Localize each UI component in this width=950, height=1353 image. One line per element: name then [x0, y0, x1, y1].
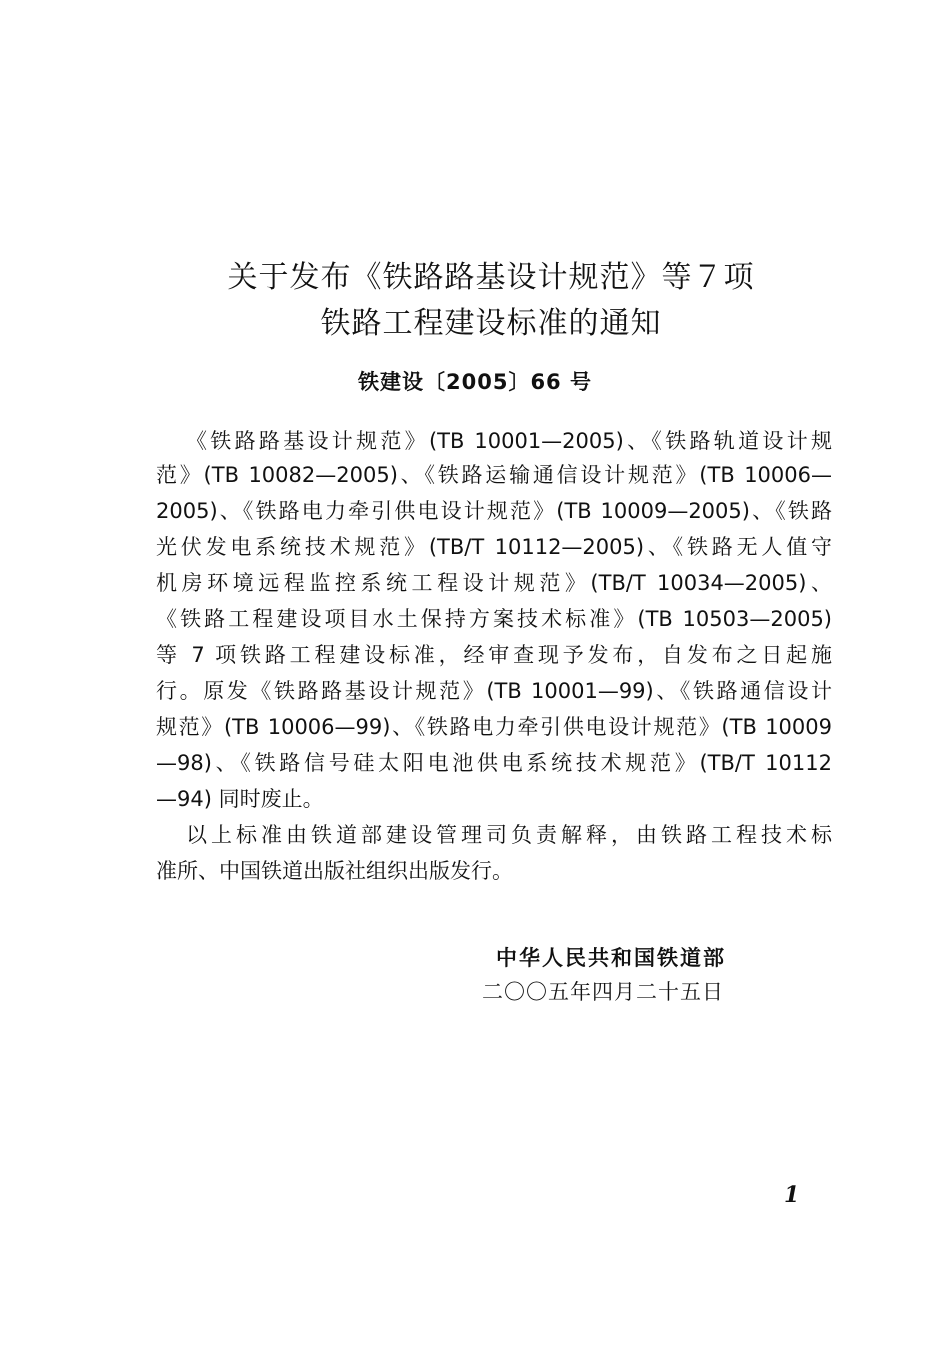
document-title-line-1: 关于发布《铁路路基设计规范》等７项 — [227, 260, 755, 295]
paragraph-line: 《铁路工程建设项目水土保持方案技术标准》(TB 10503—2005) — [156, 607, 832, 631]
page-number: 1 — [784, 1182, 800, 1208]
paragraph-line: 2005)、《铁路电力牵引供电设计规范》(TB 10009—2005)、《铁路 — [156, 499, 832, 523]
paragraph-line: 光伏发电系统技术规范》(TB/T 10112—2005)、《铁路无人值守 — [156, 535, 832, 559]
paragraph-line: 以上标准由铁道部建设管理司负责解释，由铁路工程技术标 — [186, 823, 832, 847]
paragraph-line: 等 7 项铁路工程建设标准，经审查现予发布，自发布之日起施 — [156, 643, 832, 667]
paragraph-line: 规范》(TB 10006—99)、《铁路电力牵引供电设计规范》(TB 10009 — [156, 715, 832, 739]
paragraph-line: —98)、《铁路信号硅太阳电池供电系统技术规范》(TB/T 10112 — [156, 751, 832, 775]
paragraph-line: 行。原发《铁路路基设计规范》(TB 10001—99)、《铁路通信设计 — [156, 679, 832, 703]
issue-date: 二〇〇五年四月二十五日 — [482, 980, 724, 1004]
paragraph-line: 范》(TB 10082—2005)、《铁路运输通信设计规范》(TB 10006— — [156, 463, 832, 487]
issuing-organization: 中华人民共和国铁道部 — [496, 946, 726, 970]
paragraph-line: —94) 同时废止。 — [156, 787, 324, 811]
document-number: 铁建设〔2005〕66 号 — [358, 370, 592, 394]
paragraph-line: 《铁路路基设计规范》(TB 10001—2005)、《铁路轨道设计规 — [186, 429, 832, 453]
document-title-line-2: 铁路工程建设标准的通知 — [320, 306, 662, 341]
paragraph-line: 准所、中国铁道出版社组织出版发行。 — [156, 859, 513, 883]
paragraph-line: 机房环境远程监控系统工程设计规范》(TB/T 10034—2005)、 — [156, 571, 832, 595]
